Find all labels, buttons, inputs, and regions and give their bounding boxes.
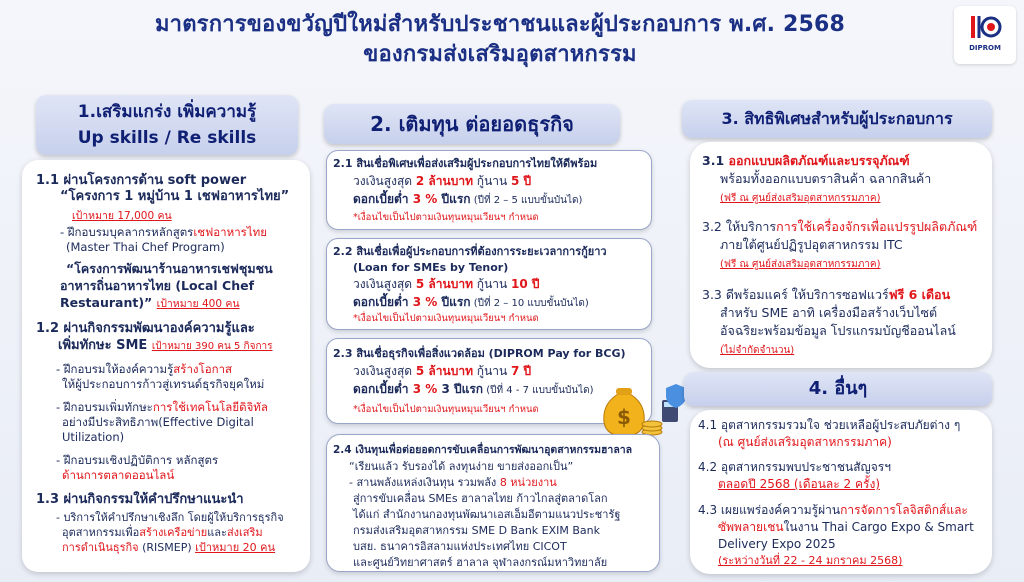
s12-bullet-3-sub: ด้านการตลาดออนไลน์ bbox=[62, 468, 175, 482]
s13-text-f: (RISMEP) bbox=[138, 541, 196, 554]
priv-3-1-line-1 bbox=[702, 154, 910, 168]
other-4-1-line-2: (ณ ศูนย์ส่งเสริมอุตสาหกรรมภาค) bbox=[718, 435, 892, 449]
loan-2-2-card bbox=[326, 238, 652, 330]
section-3-title: 3. สิทธิพิเศษสำหรับผู้ประกอบการ bbox=[721, 109, 953, 128]
loan-2-3-rate-note: (ปีที่ 4 - 7 แบบขั้นบันได) bbox=[483, 385, 594, 396]
section-1-title: 1.เสริมแกร่ง เพิ่มความรู้ bbox=[77, 102, 257, 122]
other-4-3-line-3: Delivery Expo 2025 bbox=[718, 537, 836, 551]
s13-text-e: การดำเนินธุรกิจ bbox=[62, 541, 139, 554]
s13-text-c: และ bbox=[207, 526, 227, 539]
page-title bbox=[0, 10, 1000, 70]
loan-2-1-rate-period: ปีแรก bbox=[437, 192, 471, 206]
s13-bullet-1-line2 bbox=[62, 526, 263, 540]
loan-2-1-amount-value: 2 ล้านบาท bbox=[415, 174, 473, 188]
section-1-subtitle: Up skills / Re skills bbox=[77, 128, 257, 148]
loan-2-2-term-label: กู้นาน bbox=[472, 277, 512, 291]
loan-2-2-rate-period: ปีแรก bbox=[437, 295, 471, 309]
priv-3-3-line-1 bbox=[702, 288, 950, 302]
fund-2-4-line-4: ได้แก่ สำนักงานกองทุนพัฒนาเอสเอ็มอีตามแนวประชารัฐ bbox=[353, 508, 621, 521]
loan-2-2-amount-label: วงเงินสูงสุด bbox=[353, 277, 416, 291]
loan-2-1-condition: *เงื่อนไขเป็นไปตามเงินทุนหมุนเวียนฯ กำหนด bbox=[353, 212, 539, 223]
fund-2-4-line-2-text: - สานพลังแหล่งเงินทุน รวมพลัง bbox=[349, 476, 500, 489]
loan-2-3-term-value: 7 ปี bbox=[511, 364, 532, 378]
loan-2-3-heading: 2.3 สินเชื่อธุรกิจเพื่อสิ่งแวดล้อม (DIPROM Pay for BCG) bbox=[333, 347, 626, 360]
priv-3-2-note: (ฟรี ณ ศูนย์ส่งเสริมอุตสาหกรรมภาค) bbox=[720, 259, 881, 270]
s13-text-d: ส่งเสริม bbox=[226, 526, 263, 539]
s12-bullet-2-highlight: การใช้เทคโนโลยีดิจิทัล bbox=[152, 400, 268, 414]
s12-bullet-2-text: - ฝึกอบรมเพิ่มทักษะ bbox=[56, 400, 153, 414]
priv-3-2-text: 3.2 ให้บริการ bbox=[702, 219, 777, 234]
priv-3-1-number: 3.1 bbox=[702, 153, 729, 168]
title-line-2: ของกรมส่งเสริมอุตสาหกรรม bbox=[363, 42, 637, 67]
section-1-panel bbox=[22, 160, 310, 572]
other-4-2-line-2: ตลอดปี 2568 (เดือนละ 2 ครั้ง) bbox=[718, 477, 880, 491]
other-4-1-line-1: 4.1 อุตสาหกรรมรวมใจ ช่วยเหลือผู้ประสบภัยต่าง ๆ bbox=[698, 418, 961, 432]
s11-quote-2a: “โครงการพัฒนาร้านอาหารเชฟชุมชน bbox=[66, 261, 273, 276]
fund-2-4-agencies: 8 หน่วยงาน bbox=[499, 476, 557, 489]
loan-2-3-amount-label: วงเงินสูงสุด bbox=[353, 364, 416, 378]
priv-3-1-note: (ฟรี ณ ศูนย์ส่งเสริมอุตสาหกรรมภาค) bbox=[720, 193, 881, 204]
s12-target: เป้าหมาย 390 คน 5 กิจการ bbox=[151, 341, 273, 352]
loan-2-1-heading: 2.1 สินเชื่อพิเศษเพื่อส่งเสริมผู้ประกอบการไทยให้ดีพร้อม bbox=[333, 157, 598, 170]
other-4-3-date: (ระหว่างวันที่ 22 - 24 มกราคม 2568) bbox=[718, 554, 903, 567]
loan-2-2-rate-note: (ปีที่ 2 – 10 แบบขั้นบันได) bbox=[470, 298, 589, 309]
loan-2-3-amount-value: 5 ล้านบาท bbox=[415, 364, 473, 378]
other-4-3-line-1 bbox=[698, 503, 968, 517]
other-4-3-event: ในงาน Thai Cargo Expo & Smart bbox=[783, 520, 974, 534]
loan-2-2-heading: 2.2 สินเชื่อเพื่อผู้ประกอบการที่ต้องการระยะเวลาการกู้ยาว bbox=[333, 245, 607, 258]
s11-bullet-1 bbox=[60, 225, 267, 239]
money-bag-icon bbox=[604, 388, 644, 436]
section-1-header bbox=[36, 95, 298, 155]
s11-heading: 1.1 ผ่านโครงการด้าน soft power bbox=[36, 173, 247, 188]
fund-2-4-card bbox=[326, 434, 660, 572]
loan-2-2-amount bbox=[353, 277, 540, 291]
other-4-3-text: 4.3 เผยแพร่องค์ความรู้ผ่าน bbox=[698, 503, 841, 517]
s11-bullet-1-sub: (Master Thai Chef Program) bbox=[66, 240, 225, 254]
priv-3-1-line-2: พร้อมทั้งออกแบบตราสินค้า ฉลากสินค้า bbox=[720, 171, 932, 186]
loan-2-1-rate-note: (ปีที่ 2 – 5 แบบขั้นบันได) bbox=[470, 195, 583, 206]
loan-2-1-term-value: 5 ปี bbox=[511, 174, 532, 188]
diprom-logo-icon bbox=[967, 12, 1003, 42]
loan-2-2-amount-value: 5 ล้านบาท bbox=[415, 277, 473, 291]
s12-bullet-1 bbox=[56, 362, 232, 376]
section-4-header bbox=[684, 372, 992, 406]
fund-2-4-line-7: และศูนย์วิทยาศาสตร์ ฮาลาล จุฬาลงกรณ์มหาวิทยาลัย bbox=[353, 556, 608, 569]
other-4-3-line-2 bbox=[718, 520, 974, 534]
loan-2-3-rate bbox=[353, 382, 594, 398]
loan-2-1-amount-label: วงเงินสูงสุด bbox=[353, 174, 416, 188]
loan-2-3-term-label: กู้นาน bbox=[472, 364, 512, 378]
loan-2-3-rate-value: 3 % bbox=[412, 382, 438, 396]
s12-bullet-2-sub1: อย่างมีประสิทธิภาพ(Effective Digital bbox=[62, 415, 254, 429]
logo-text: DIPROM bbox=[969, 44, 1001, 52]
s12-heading-2-text: เพิ่มทักษะ SME bbox=[58, 338, 148, 353]
fund-2-4-line-2 bbox=[349, 476, 557, 490]
loan-2-3-rate-label: ดอกเบี้ยต่ำ bbox=[353, 382, 413, 396]
s12-bullet-2-sub2: Utilization) bbox=[62, 430, 125, 444]
priv-3-2-line-1 bbox=[702, 220, 977, 234]
s11-quote-2c bbox=[60, 296, 240, 311]
loan-2-2-rate bbox=[353, 295, 589, 311]
fund-2-4-line-6: บสย. ธนาคารอิสลามแห่งประเทศไทย CICOT bbox=[353, 540, 567, 553]
s11-quote-2b: อาหารถิ่นอาหารไทย (Local Chef bbox=[60, 278, 255, 293]
diprom-logo bbox=[954, 6, 1016, 64]
s12-bullet-3: - ฝึกอบรมเชิงปฏิบัติการ หลักสูตร bbox=[56, 453, 219, 467]
priv-3-3-highlight: ฟรี 6 เดือน bbox=[888, 287, 951, 302]
other-4-3-highlight: การจัดการโลจิสติกส์และ bbox=[840, 503, 968, 517]
s11-quote-2c-text: Restaurant)” bbox=[60, 295, 153, 310]
loan-2-1-term-label: กู้นาน bbox=[472, 174, 512, 188]
loan-2-3-amount bbox=[353, 364, 531, 378]
section-4-title: 4. อื่นๆ bbox=[808, 378, 868, 399]
priv-3-3-line-3: อัจฉริยะพร้อมข้อมูล โปรแกรมบัญชีออนไลน์ bbox=[720, 323, 956, 338]
priv-3-1-highlight: ออกแบบผลิตภัณฑ์และบรรจุภัณฑ์ bbox=[728, 153, 910, 168]
s11-quote: “โครงการ 1 หมู่บ้าน 1 เชฟอาหารไทย” bbox=[60, 189, 290, 204]
section-3-header bbox=[682, 100, 992, 138]
loan-2-2-heading-2: (Loan for SMEs by Tenor) bbox=[353, 261, 509, 274]
section-2-title: 2. เติมทุน ต่อยอดธุรกิจ bbox=[370, 112, 574, 136]
fund-2-4-slogan: “เรียนแล้ว รับรองได้ ลงทุนง่าย ขายส่งออกเป็น” bbox=[349, 460, 574, 473]
s12-bullet-1-highlight: สร้างโอกาส bbox=[173, 362, 233, 376]
fund-2-4-line-5: กรมส่งเสริมอุตสาหกรรม SME D Bank EXIM Bank bbox=[353, 524, 601, 537]
loan-2-2-rate-value: 3 % bbox=[412, 295, 438, 309]
section-4-panel bbox=[690, 410, 992, 574]
s13-target: เป้าหมาย 20 คน bbox=[195, 541, 276, 554]
coins-icon bbox=[642, 421, 662, 435]
s11-target: เป้าหมาย 17,000 คน bbox=[72, 210, 172, 222]
priv-3-2-line-2: ภายใต้ศูนย์ปฏิรูปอุตสาหกรรม ITC bbox=[720, 237, 903, 252]
fund-2-4-line-3: สู่การขับเคลื่อน SMEs ฮาลาลไทย ก้าวไกลสู่ตลาดโลก bbox=[353, 492, 608, 505]
priv-3-3-line-2: สำหรับ SME อาทิ เครื่องมือสร้างเว็บไซต์ bbox=[720, 305, 938, 320]
s12-heading-1: 1.2 ผ่านกิจกรรมพัฒนาองค์ความรู้และ bbox=[36, 321, 255, 336]
s12-bullet-1-text: - ฝึกอบรมให้องค์ความรู้ bbox=[56, 362, 174, 376]
section-3-panel bbox=[690, 142, 992, 368]
loan-2-1-rate bbox=[353, 192, 582, 208]
s11-quote-2-target: เป้าหมาย 400 คน bbox=[156, 298, 240, 310]
s13-heading: 1.3 ผ่านกิจกรรมให้คำปรึกษาแนะนำ bbox=[36, 492, 244, 507]
loan-2-1-card bbox=[326, 150, 652, 230]
s13-bullet-1: - บริการให้คำปรึกษาเชิงลึก โดยผู้ให้บริการธุรกิจ bbox=[56, 511, 284, 524]
loan-2-2-rate-label: ดอกเบี้ยต่ำ bbox=[353, 295, 413, 309]
other-4-2-line-1: 4.2 อุตสาหกรรมพบประชาชนสัญจรฯ bbox=[698, 460, 891, 474]
loan-2-2-term-value: 10 ปี bbox=[511, 277, 540, 291]
s11-bullet-1-highlight: เชฟอาหารไทย bbox=[193, 225, 267, 239]
loan-2-3-rate-period: 3 ปีแรก bbox=[437, 382, 484, 396]
s12-bullet-1-sub: ให้ผู้ประกอบการก้าวสู่เทรนด์ธุรกิจยุคใหม่ bbox=[62, 377, 265, 391]
other-4-3-highlight-2: ซัพพลายเชน bbox=[718, 520, 784, 534]
section-2-header bbox=[324, 104, 620, 144]
priv-3-2-highlight: การใช้เครื่องจักรเพื่อแปรรูปผลิตภัณฑ์ bbox=[776, 219, 978, 234]
s13-text-a: อุตสาหกรรมเพื่อ bbox=[62, 526, 140, 539]
loan-2-1-rate-value: 3 % bbox=[412, 192, 438, 206]
priv-3-3-text: 3.3 ดีพร้อมแคร์ ให้บริการซอฟแวร์ bbox=[702, 287, 889, 302]
s12-heading-2 bbox=[58, 339, 273, 354]
s12-bullet-2 bbox=[56, 400, 268, 414]
loan-2-2-condition: *เงื่อนไขเป็นไปตามเงินทุนหมุนเวียนฯ กำหนด bbox=[353, 313, 539, 324]
loan-2-3-condition: *เงื่อนไขเป็นไปตามเงินทุนหมุนเวียนฯ กำหนด bbox=[353, 404, 539, 415]
svg-text:$: $ bbox=[617, 405, 631, 429]
s13-text-b: สร้างเครือข่าย bbox=[139, 526, 208, 539]
title-line-1: มาตรการของขวัญปีใหม่สำหรับประชาชนและผู้ประกอบการ พ.ศ. 2568 bbox=[154, 12, 846, 37]
money-illustration bbox=[596, 378, 688, 438]
priv-3-3-note: (ไม่จำกัดจำนวน) bbox=[720, 345, 795, 356]
loan-2-1-rate-label: ดอกเบี้ยต่ำ bbox=[353, 192, 413, 206]
s11-bullet-1-text: - ฝึกอบรมบุคลากรหลักสูตร bbox=[60, 225, 194, 239]
s13-bullet-1-line3 bbox=[62, 541, 275, 555]
loan-2-1-amount bbox=[353, 174, 531, 188]
fund-2-4-heading: 2.4 เงินทุนเพื่อต่อยอดการขับเคลื่อนการพัฒนาอุตสาหกรรมฮาลาล bbox=[333, 444, 633, 456]
